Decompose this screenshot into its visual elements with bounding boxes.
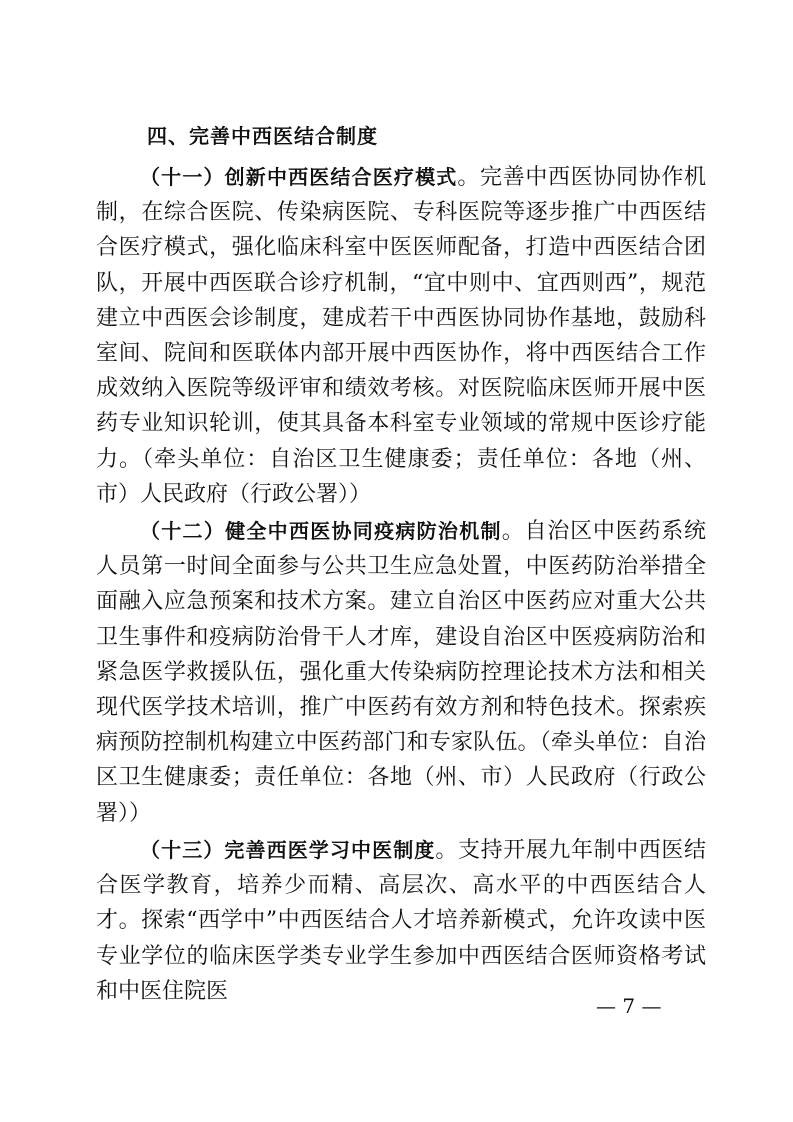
paragraph-text: 。支持开展九年制中西医结合医学教育，培养少而精、高层次、高水平的中西医结合人才。探索“西学中”中西医结合人才培养新模式，允许攻读中医专业学位的临床医学类专业学生参加中西医结合医师资格考试和中医住院医 bbox=[96, 838, 707, 1004]
paragraph-lead: （十一）创新中西医结合医疗模式 bbox=[140, 165, 458, 189]
section-heading: 四、完善中西医结合制度 bbox=[147, 124, 378, 148]
paragraph-lead: （十三）完善西医学习中医制度 bbox=[140, 838, 436, 862]
page-number: — 7 — bbox=[596, 994, 662, 1018]
paragraph-lead: （十二）健全中西医协同疫病防治机制 bbox=[140, 519, 502, 543]
paragraph-text: 。完善中西医协同协作机制，在综合医院、传染病医院、专科医院等逐步推广中西医结合医疗模式，强化临床科室中医医师配备，打造中西医结合团队，开展中西医联合诊疗机制，“宜中则中、宜西则西”，规范建立中西医会诊制度，建成若干中西医协同协作基地，鼓励科室间、院间和医联体内部开展中西医协作，将中西医结合工作成效纳入医院等级评审和绩效考核。对医院临床医师开展中医药专业知识轮训，使其具备本科室专业领域的常规中医诊疗能力。（牵头单位：自治区卫生健康委；责任单位：各地（州、市）人民政府（行政公署）） bbox=[96, 165, 706, 507]
paragraph-11 bbox=[96, 160, 706, 512]
paragraph-13 bbox=[96, 833, 706, 1009]
paragraph-text: 。自治区中医药系统人员第一时间全面参与公共卫生应急处置，中医药防治举措全面融入应急预案和技术方案。建立自治区中医药应对重大公共卫生事件和疫病防治骨干人才库，建设自治区中医疫病防治和紧急医学救援队伍，强化重大传染病防控理论技术方法和相关现代医学技术培训，推广中医药有效方剂和特色技术。探索疾病预防控制机构建立中医药部门和专家队伍。（牵头单位：自治区卫生健康委；责任单位：各地（州、市）人民政府（行政公署）） bbox=[96, 519, 706, 826]
paragraph-12 bbox=[96, 514, 706, 831]
